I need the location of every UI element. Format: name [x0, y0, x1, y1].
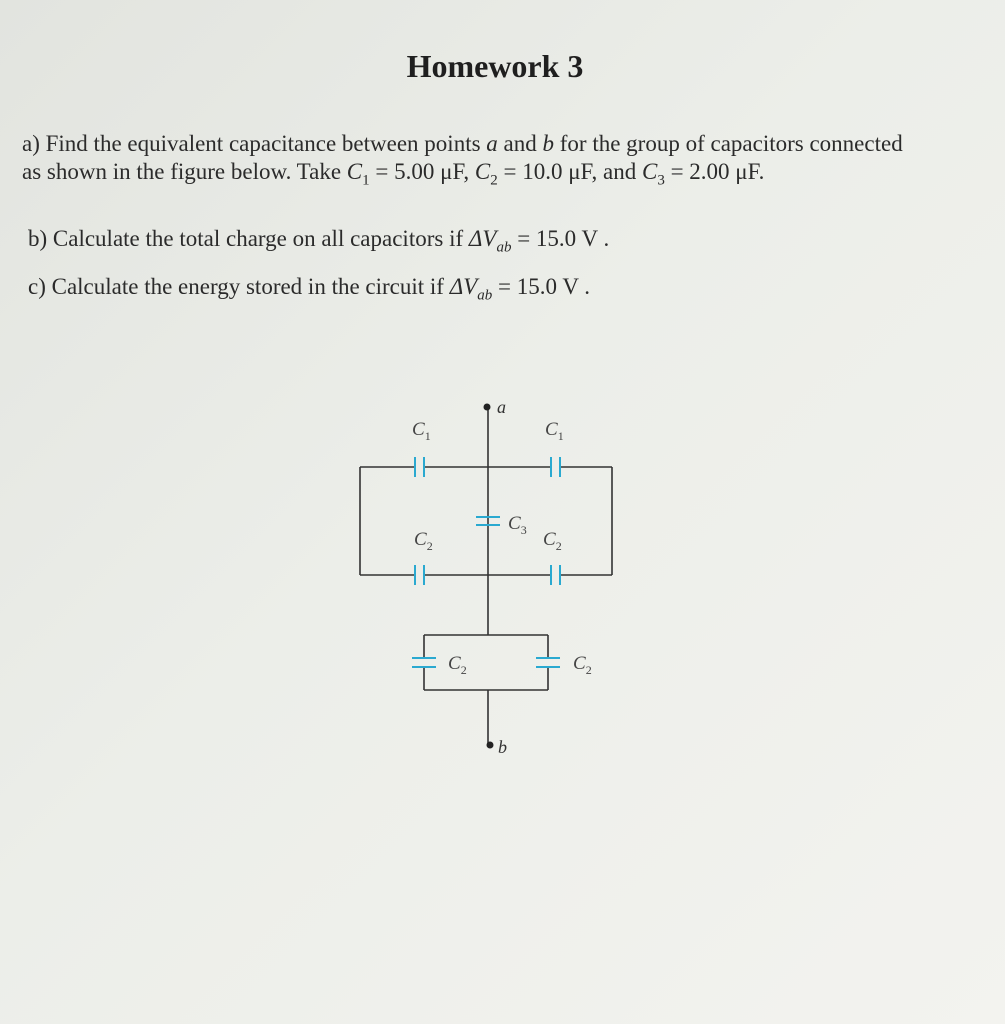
question-a-line2-prefix: as shown in the figure below. Take	[22, 159, 342, 184]
c2-sub: 2	[490, 172, 498, 189]
circuit-wires	[360, 405, 612, 745]
node-b-dot	[487, 742, 494, 749]
c3-symbol: C	[641, 159, 658, 184]
label-c3: $C_3$	[508, 513, 527, 537]
label-c2-bottom-left: $C_2$	[448, 653, 467, 677]
question-c-subscript: ab	[477, 287, 493, 304]
page-title: Homework 3	[406, 48, 584, 84]
question-a-line2	[22, 157, 764, 196]
c1-sub: 1	[362, 172, 370, 189]
question-a-rest: for the group of capacitors connected	[559, 131, 903, 156]
label-c2-bottom-right: $C_2$	[573, 653, 592, 677]
label-c2-left: $C_2$	[414, 529, 433, 553]
c1-value: = 5.00 μF,	[375, 159, 470, 184]
c2-symbol: C	[474, 159, 491, 184]
point-b-ref: b	[542, 131, 555, 156]
question-c-delta-v: ΔV	[449, 274, 478, 299]
question-c-text: c) Calculate the energy stored in the circuit if	[28, 274, 444, 299]
question-b-subscript: ab	[496, 239, 512, 256]
and-text: and	[503, 131, 537, 156]
question-a-line1	[22, 129, 903, 158]
question-b-text: b) Calculate the total charge on all capacitors if	[28, 226, 464, 251]
label-c1-right: $C_1$	[545, 419, 564, 443]
question-c-value: = 15.0 V .	[498, 274, 591, 299]
label-c1-left: $C_1$	[412, 419, 431, 443]
question-b-delta-v: ΔV	[468, 226, 497, 251]
question-b-value: = 15.0 V .	[517, 226, 610, 251]
c3-value: = 2.00 μF.	[670, 159, 765, 184]
question-c	[28, 272, 590, 311]
c1-symbol: C	[346, 159, 363, 184]
c2-value: = 10.0 μF, and	[503, 159, 637, 184]
node-b-label: b	[498, 737, 507, 757]
question-a-label: a) Find the equivalent capacitance between points	[22, 131, 481, 156]
node-a-label: a	[497, 397, 506, 417]
c3-sub: 3	[657, 172, 665, 189]
label-c2-right: $C_2$	[543, 529, 562, 553]
capacitor-circuit-diagram	[340, 385, 630, 775]
node-a-dot	[484, 404, 491, 411]
point-a-ref: a	[486, 131, 498, 156]
question-b	[28, 224, 609, 263]
